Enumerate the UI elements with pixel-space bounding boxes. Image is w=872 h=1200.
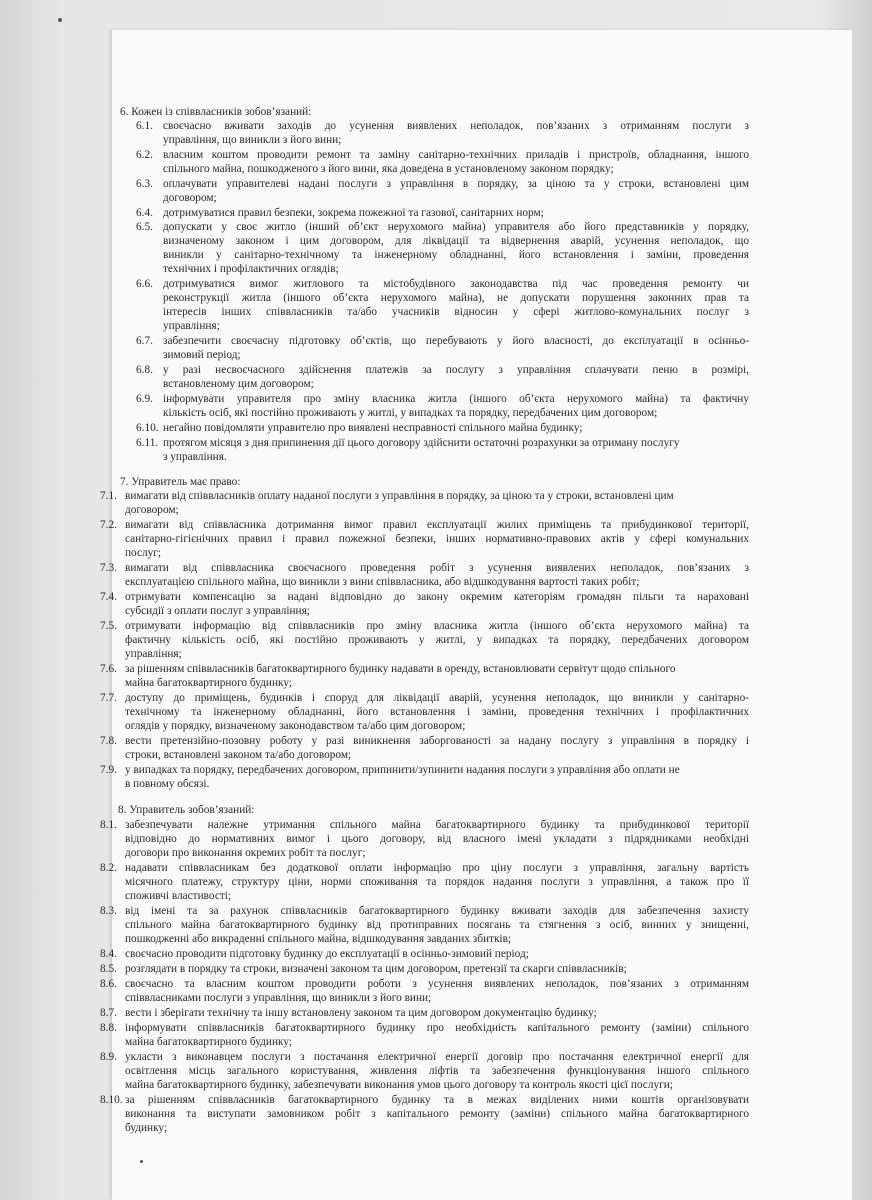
text-line: встановленому цим договором; <box>163 378 314 390</box>
text-line: технічному та інженерному обладнанні, його встановлення і заміни, проведення технічних і профілактичних <box>125 706 749 718</box>
text-line: інформувати управителя про зміну власника житла (іншого об’єкта нерухомого майна) та фактичну <box>163 393 749 405</box>
text-line: освітлення місць загального користування, живлення ліфтів та забезпечення функціонування іншого спільного <box>125 1065 749 1077</box>
text-line: пошкодженні або викраденні спільного майна, відшкодування завданих збитків; <box>125 933 512 945</box>
text-line: отримувати компенсацію за надані відповідно до закону окремим категоріям громадян пільги та нараховані <box>125 591 749 603</box>
text-line: 6. Кожен із співвласників зобов’язаний: <box>120 106 312 118</box>
text-line: оглядів у порядку, визначеному законодавством та/або цим договором; <box>125 720 466 732</box>
text-line: 6.3. <box>136 178 153 190</box>
text-line: управління; <box>125 648 182 660</box>
text-line: 6.7. <box>136 335 153 347</box>
text-line: послуг; <box>125 547 162 559</box>
text-line: 7.1. <box>100 490 117 502</box>
text-line: своєчасно проводити підготовку будинку до експлуатації в осінньо-зимовий період; <box>125 948 529 960</box>
text-line: 6.1. <box>136 120 153 132</box>
text-line: вимагати від співвласника своєчасного проведення робіт з усунення виявлених неполадок, пов’язаних з <box>125 562 749 574</box>
text-line: 8.3. <box>100 905 117 917</box>
text-line: 6.9. <box>136 393 153 405</box>
text-line: 8.9. <box>100 1051 117 1063</box>
text-line: протягом місяця з дня припинення дії цього договору здійснити остаточні розрахунки за отриману послугу <box>163 437 680 449</box>
text-line: договором; <box>125 504 179 516</box>
text-line: 8.1. <box>100 819 117 831</box>
text-line: майна багатоквартирного будинку, забезпечувати виконання умов цього договору та контроль якості цієї послуги; <box>125 1079 673 1091</box>
text-line: управління; <box>163 320 220 332</box>
text-line: інтересів інших співвласників та/або учасників відносин у сфері житлово-комунальних послуг з <box>163 306 749 318</box>
text-line: спільного майна багатоквартирного будинку від протиправних посягань та стягнення з осіб, винних у знищенні, <box>125 919 749 931</box>
text-line: 8.8. <box>100 1022 117 1034</box>
text-line: забезпечувати належне утримання спільного майна багатоквартирного будинку та прибудинкової території <box>125 819 749 831</box>
text-line: 6.4. <box>136 207 153 219</box>
text-line: негайно повідомляти управителю про виявлені несправності спільного майна будинку; <box>163 422 583 434</box>
text-line: технічних і профілактичних оглядів; <box>163 263 339 275</box>
text-line: отримувати інформацію від співвласників про зміну власника житла (іншого об’єкта нерухомого майна) та <box>125 620 749 632</box>
text-line: 7.6. <box>100 663 117 675</box>
text-line: споживчі властивості; <box>125 890 232 902</box>
text-line: укласти з виконавцем послуги з постачання електричної енергії договір про постачання електричної енергії для <box>125 1051 749 1063</box>
text-line: оплачувати управителеві надані послуги з управління в порядку, за ціною та у строки, встановлені цим <box>163 178 749 190</box>
text-line: 6.11. <box>136 437 159 449</box>
text-line: відповідно до нормативних вимог і цього договору, від власного імені укладати з підрядниками необхідні <box>125 833 749 845</box>
text-line: своєчасно вживати заходів до усунення виявлених неполадок, пов’язаних з отриманням послуги з <box>163 120 749 132</box>
text-line: 7.8. <box>100 735 117 747</box>
text-line: 7.9. <box>100 764 117 776</box>
text-line: у випадках та порядку, передбачених договором, припинити/зупинити надання послуги з управління або оплати не <box>125 764 680 776</box>
text-line: 8.4. <box>100 948 117 960</box>
text-line: співвласниками послуги з управління, що виникли з його вини; <box>125 992 432 1004</box>
text-line: своєчасно та власним коштом проводити роботи з усунення виявлених неполадок, пов’язаних з отриманням <box>125 978 749 990</box>
text-line: доступу до приміщень, будинків і споруд для ліквідації аварій, усунення неполадок, що виникли у санітарно- <box>125 692 749 704</box>
text-line: вести і зберігати технічну та іншу встановлену законом та цим договором документацію будинку; <box>125 1007 597 1019</box>
text-line: 6.6. <box>136 278 153 290</box>
text-line: реконструкції житла (іншого об’єкта нерухомого майна), не допускати порушення законних прав та <box>163 292 749 304</box>
text-line: від імені та за рахунок співвласників багатоквартирного будинку вживати заходів для забезпечення захисту <box>125 905 749 917</box>
text-line: субсидії з оплати послуг з управління; <box>125 605 310 617</box>
text-line: 7.2. <box>100 519 117 531</box>
text-line: будинку; <box>125 1122 168 1134</box>
text-line: 8. Управитель зобов’язаний: <box>118 804 255 816</box>
text-line: договором; <box>163 192 217 204</box>
text-line: з управління. <box>163 451 227 463</box>
text-line: вимагати від співвласників оплату наданої послуги з управління в порядку, за ціною та у строки, встановлені цим <box>125 490 674 502</box>
text-line: визначеному законом і цим договором, для ліквідації та відвернення аварій, усунення неполадок, що <box>163 235 749 247</box>
text-line: 6.8. <box>136 364 153 376</box>
text-line: допускати у своє житло (інший об’єкт нерухомого майна) управителя або його представників у порядку, <box>163 221 749 233</box>
text-line: 7.3. <box>100 562 117 574</box>
text-line: 8.2. <box>100 862 117 874</box>
text-line: 8.10. <box>100 1094 123 1106</box>
text-line: 7. Управитель має право: <box>120 476 241 488</box>
text-line: кількість осіб, які постійно проживають у житлі, у випадках та порядку, передбачених цим договором; <box>163 407 658 419</box>
text-line: власним коштом проводити ремонт та заміну санітарно-технічних приладів і пристроїв, обладнання, іншого <box>163 149 749 161</box>
text-line: управління, що виникли з його вини; <box>163 134 342 146</box>
text-line: 8.7. <box>100 1007 117 1019</box>
text-line: майна багатоквартирного будинку; <box>125 677 292 689</box>
text-line: дотримуватися правил безпеки, зокрема пожежної та газової, санітарних норм; <box>163 207 544 219</box>
text-line: надавати співвласникам без додаткової оплати інформацію про ціну послуги з управління, загальну вартість <box>125 862 749 874</box>
text-line: виконання та виступати замовником робіт з капітального ремонту (заміни) спільного майна багатоквартирного <box>125 1108 749 1120</box>
text-line: зимовий період; <box>163 349 241 361</box>
text-line: 6.5. <box>136 221 153 233</box>
text-line: інформувати співвласників багатоквартирного будинку про необхідність капітального ремонту (заміни) спільного <box>125 1022 749 1034</box>
text-line: в повному обсязі. <box>125 778 210 790</box>
text-line: за рішенням співвласників багатоквартирного будинку та в межах виділених ними коштів організовувати <box>125 1094 749 1106</box>
text-line: 7.5. <box>100 620 117 632</box>
text-line: 7.7. <box>100 692 117 704</box>
text-line: у разі несвоєчасного здійснення платежів за послугу з управління сплачувати пеню в розмірі, <box>163 364 749 376</box>
text-line: вести претензійно-позовну роботу у разі виникнення заборгованості за надану послугу з управління в порядку і <box>125 735 749 747</box>
text-line: 8.5. <box>100 963 117 975</box>
text-line: 7.4. <box>100 591 117 603</box>
text-line: виникли у санітарно-технічному та інженерному обладнанні, його встановлення і заміни, проведення <box>163 249 749 261</box>
text-line: фактичну кількість осіб, які постійно проживають у житлі, у випадках та порядку, передбачених договором <box>125 634 749 646</box>
text-line: санітарно-гігієнічних правил і правил пожежної безпеки, інших нормативно-правових актів у сфері комунальних <box>125 533 749 545</box>
text-line: місячного платежу, структуру ціни, норми споживання та порядок надання послуги з управління, а також про її <box>125 876 749 888</box>
text-line: вимагати від співвласника дотримання вимог правил експлуатації жилих приміщень та прибудинкової території, <box>125 519 749 531</box>
text-line: експлуатацією спільного майна, що виникли з вини співвласника, або відшкодування вартості таких робіт; <box>125 576 640 588</box>
text-line: договори про виконання окремих робіт та послуг; <box>125 847 366 859</box>
text-line: строки, встановлені законом та/або договором; <box>125 749 352 761</box>
text-line: спільного майна, пошкодженого з його вини, яка доведена в установленому законом порядку; <box>163 163 614 175</box>
text-line: дотримуватися вимог житлового та містобудівного законодавства під час проведення ремонту чи <box>163 278 749 290</box>
text-line: за рішенням співвласників багатоквартирного будинку надавати в оренду, встановлювати сервітут щодо спільного <box>125 663 676 675</box>
text-line: розглядати в порядку та строки, визначені законом та цим договором, претензії та скарги співвласників; <box>125 963 627 975</box>
text-line: забезпечити своєчасну підготовку об’єктів, що перебувають у його власності, до експлуатації в осінньо- <box>163 335 749 347</box>
text-line: 8.6. <box>100 978 117 990</box>
text-line: 6.10. <box>136 422 159 434</box>
text-line: майна багатоквартирного будинку; <box>125 1036 292 1048</box>
text-line: 6.2. <box>136 149 153 161</box>
